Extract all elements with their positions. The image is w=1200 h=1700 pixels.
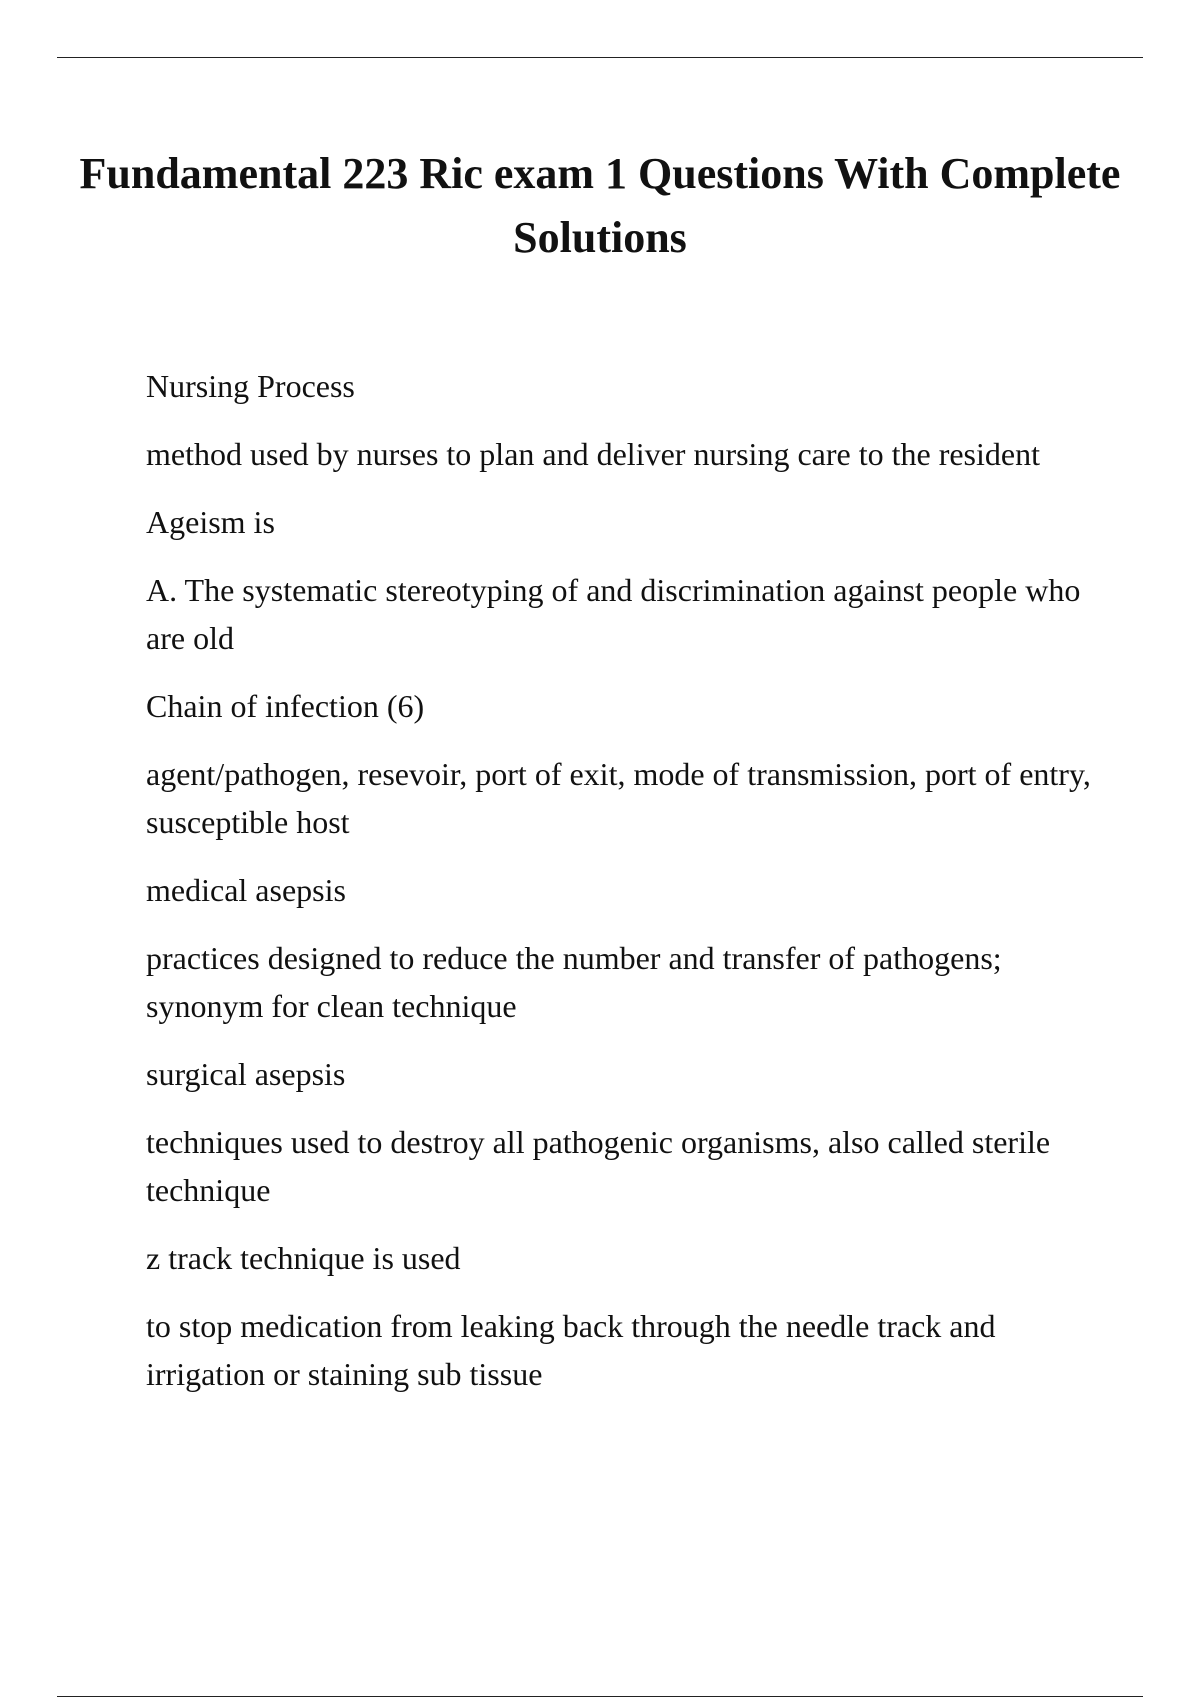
term-chain-of-infection: Chain of infection (6) <box>146 688 425 724</box>
definition-ageism: A. The systematic stereotyping of and discrimination against people who are old <box>146 572 1081 656</box>
definition-chain-of-infection: agent/pathogen, resevoir, port of exit, mode of transmission, port of entry, susceptible host <box>146 756 1091 840</box>
footer-rule <box>57 1696 1143 1697</box>
header-rule <box>57 57 1143 58</box>
term-ageism: Ageism is <box>146 504 275 540</box>
document-title: Fundamental 223 Ric exam 1 Questions With Complete Solutions <box>79 149 1121 262</box>
definition-z-track-technique: to stop medication from leaking back through the needle track and irrigation or staining sub tissue <box>146 1308 996 1392</box>
term-z-track-technique: z track technique is used <box>146 1240 461 1276</box>
definition-surgical-asepsis: techniques used to destroy all pathogenic organisms, also called sterile technique <box>146 1124 1051 1208</box>
term-surgical-asepsis: surgical asepsis <box>146 1056 346 1092</box>
definition-medical-asepsis: practices designed to reduce the number and transfer of pathogens; synonym for clean technique <box>146 940 1002 1024</box>
term-medical-asepsis: medical asepsis <box>146 872 346 908</box>
term-nursing-process: Nursing Process <box>146 368 355 404</box>
qa-list <box>146 362 1106 1418</box>
definition-nursing-process: method used by nurses to plan and deliver nursing care to the resident <box>146 436 1040 472</box>
